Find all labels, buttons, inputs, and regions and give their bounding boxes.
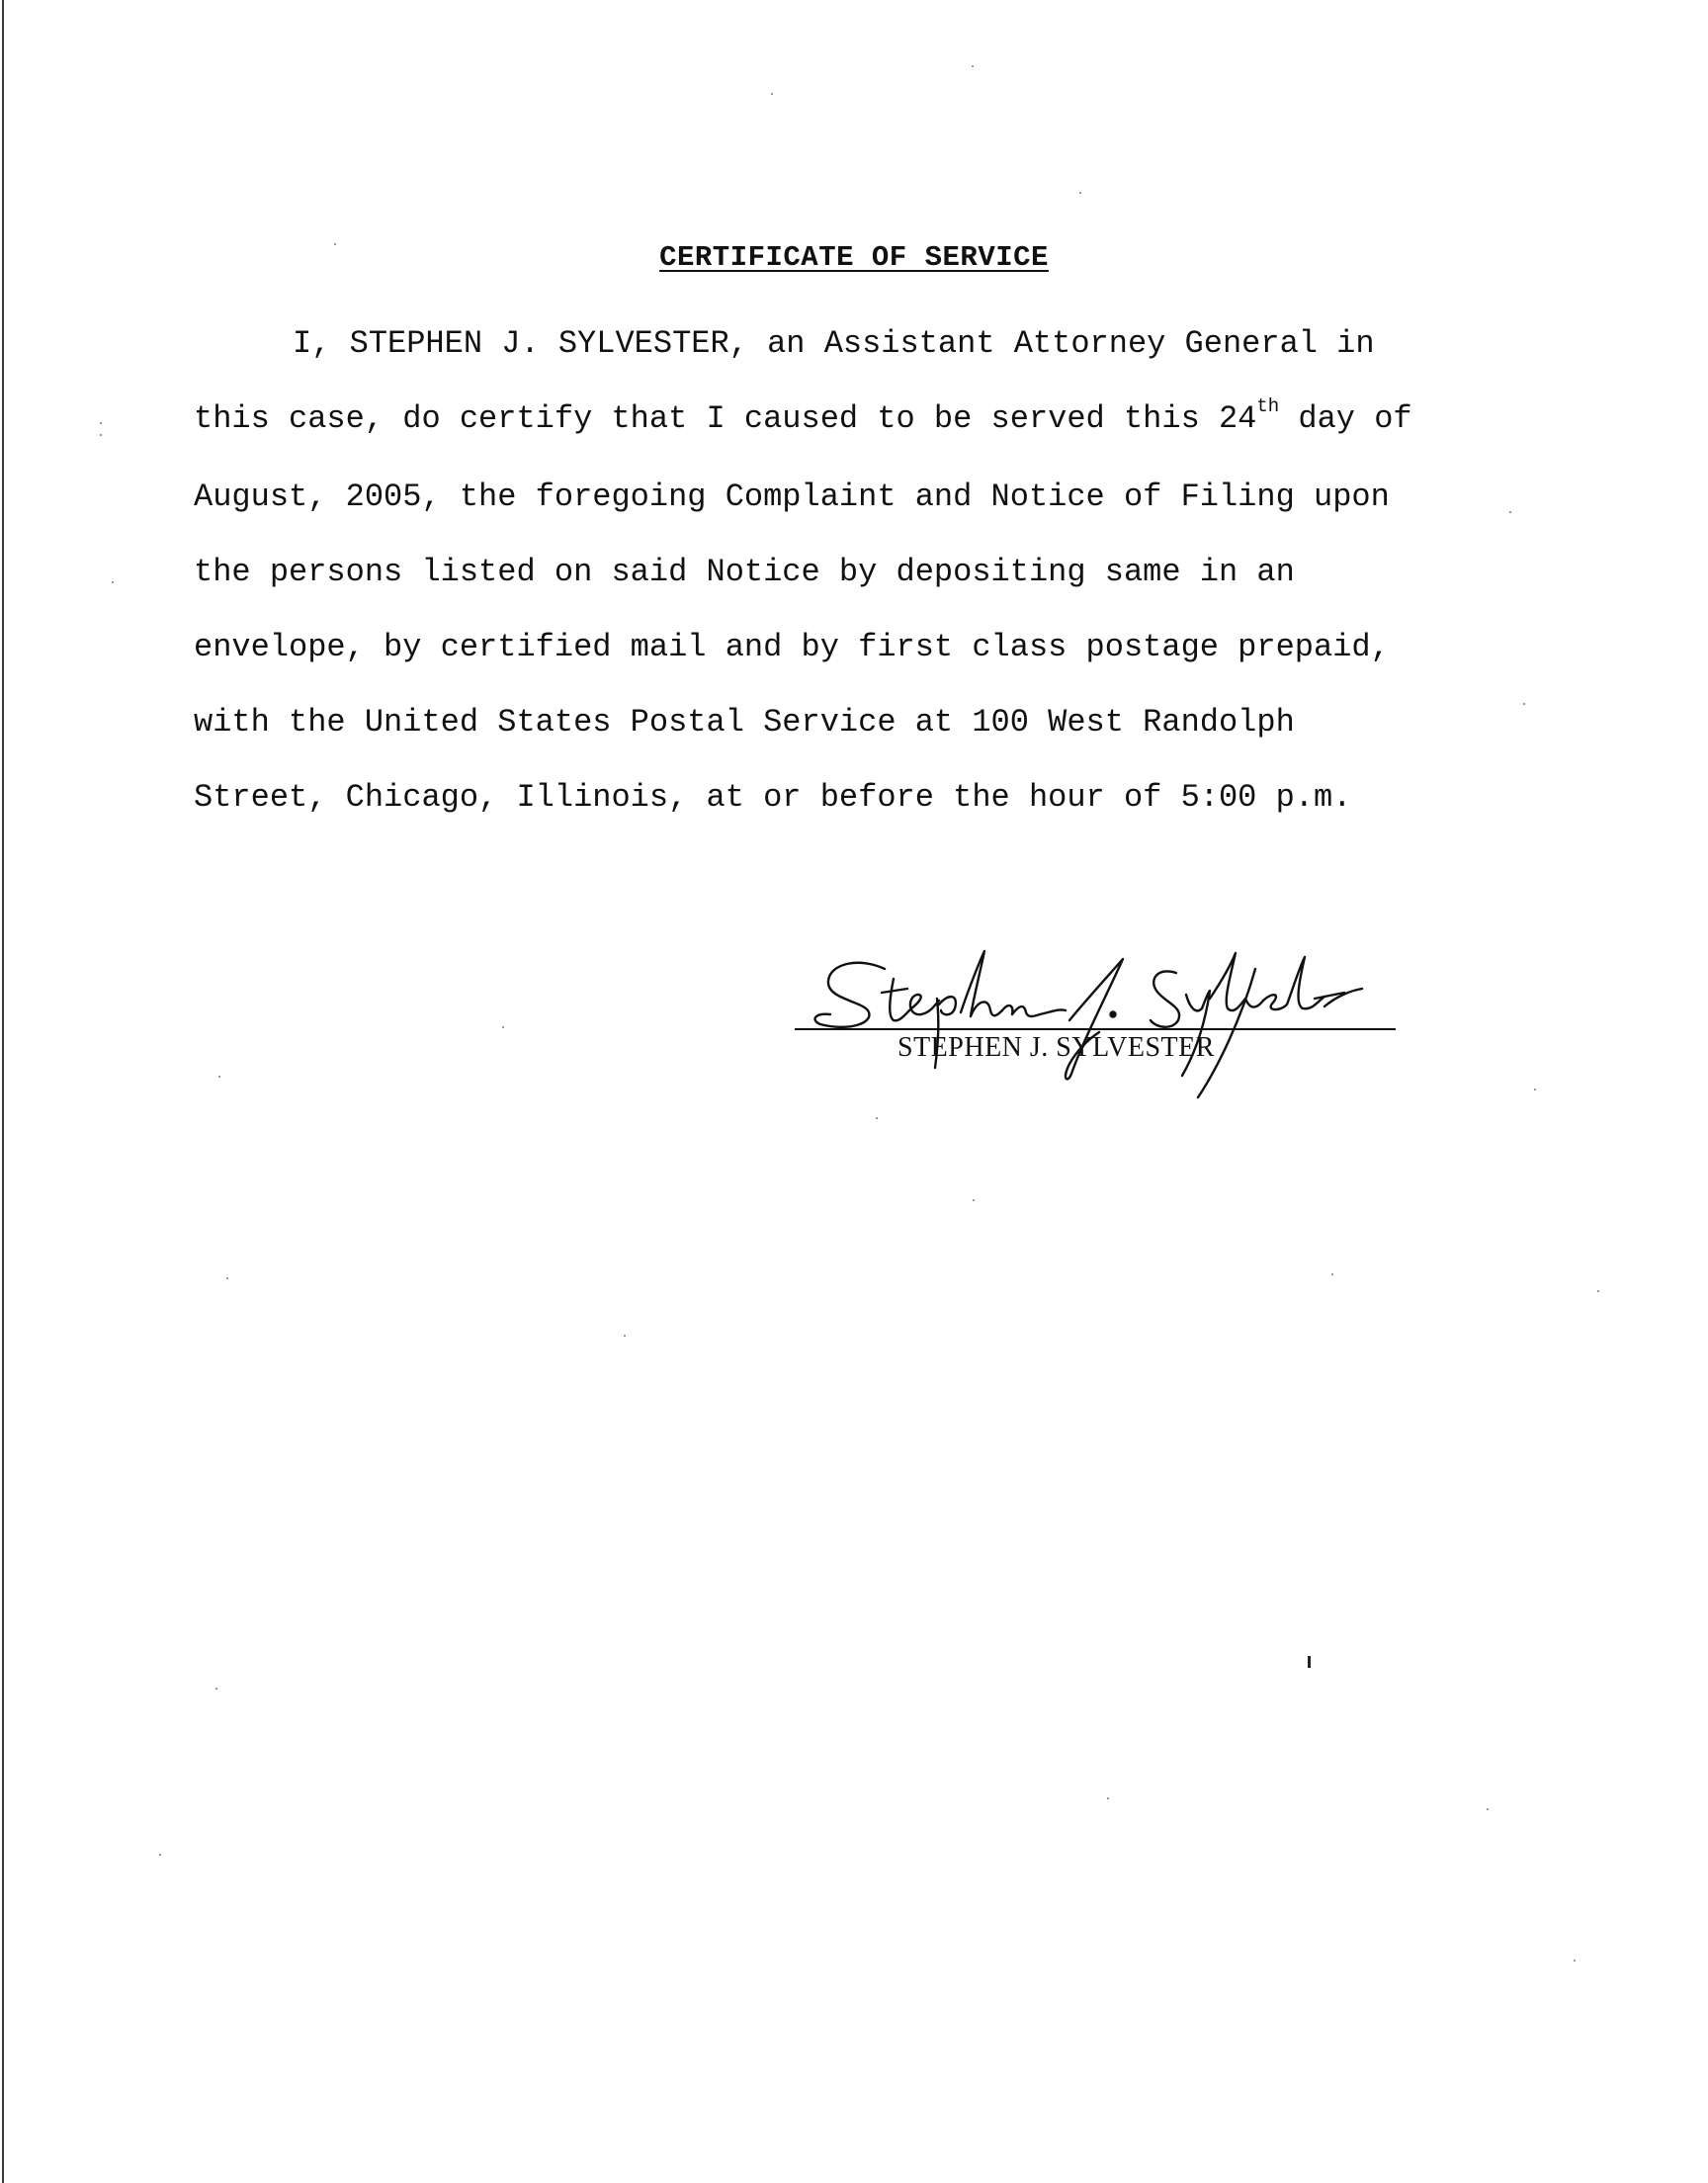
document-title: CERTIFICATE OF SERVICE <box>659 241 1049 274</box>
scan-speck <box>159 1854 161 1856</box>
body-line-2 <box>194 382 1518 460</box>
body-line-6: with the United States Postal Service at 100 West Randolph <box>194 704 1295 741</box>
scan-speck <box>1331 1273 1333 1275</box>
body-line-2-tail: day of <box>1279 400 1412 437</box>
scan-speck <box>226 1277 228 1279</box>
scan-speck <box>218 1076 220 1078</box>
body-line-1: I, STEPHEN J. SYLVESTER, an Assistant Attorney General in <box>293 325 1375 362</box>
scan-speck <box>1534 1089 1536 1091</box>
body-line-3: August, 2005, the foregoing Complaint and Notice of Filing upon <box>194 479 1390 515</box>
scan-speck <box>973 1199 975 1201</box>
ordinal-suffix: th <box>1256 395 1280 417</box>
scan-speck <box>1079 192 1081 194</box>
scan-speck <box>624 1335 626 1337</box>
scan-speck <box>1597 1290 1599 1292</box>
scan-speck <box>1107 1797 1109 1799</box>
scan-speck <box>215 1688 217 1690</box>
page-edge <box>2 0 4 2183</box>
scan-speck <box>100 422 102 424</box>
scan-speck <box>1574 1960 1576 1962</box>
scan-speck <box>1487 1808 1489 1810</box>
page-mark <box>1308 1656 1311 1668</box>
scan-speck <box>972 65 974 67</box>
body-line-5: envelope, by certified mail and by first class postage prepaid, <box>194 629 1390 665</box>
body-line-2-text: this case, do certify that I caused to be served this 24 <box>194 400 1257 437</box>
scan-speck <box>100 434 102 436</box>
body-line-4: the persons listed on said Notice by depositing same in an <box>194 554 1295 590</box>
scan-speck <box>771 93 773 95</box>
scan-speck <box>876 1117 878 1119</box>
printed-signer-name: STEPHEN J. SYLVESTER <box>897 1032 1215 1063</box>
certificate-body <box>194 306 1518 835</box>
handwritten-signature <box>791 949 1404 1107</box>
scan-speck <box>502 1026 504 1028</box>
scan-speck <box>112 581 114 583</box>
body-line-7: Street, Chicago, Illinois, at or before the hour of 5:00 p.m. <box>194 779 1352 816</box>
scan-speck <box>1523 703 1525 705</box>
signature-block <box>791 949 1404 1107</box>
